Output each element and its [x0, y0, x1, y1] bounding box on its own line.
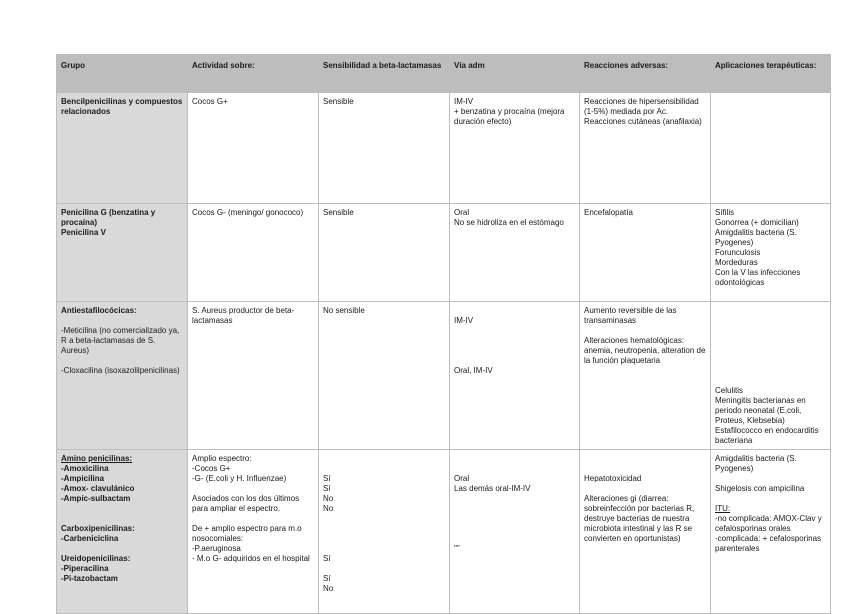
cell-line: Las demás oral-IM-IV	[454, 484, 531, 493]
cell-line: Oral	[454, 474, 470, 483]
cell-line: Sí	[323, 474, 331, 483]
cell-line	[61, 316, 183, 326]
cell-actividad	[188, 302, 319, 450]
cell-line: Sensible	[323, 97, 354, 106]
cell-line	[454, 454, 575, 464]
cell-line: Encefalopatía	[584, 208, 633, 217]
cell-line: Hepatotoxicidad	[584, 474, 642, 483]
cell-line: Amino penicilinas:	[61, 454, 133, 463]
cell-line: Sí	[323, 554, 331, 563]
cell-aplicaciones	[711, 204, 831, 302]
table-row	[57, 302, 831, 450]
cell-line: Antiestafilocócicas:	[61, 306, 137, 315]
table-row	[57, 450, 831, 614]
cell-line	[192, 484, 314, 494]
cell-actividad	[188, 450, 319, 614]
cell-line: -P.aeruginosa	[192, 544, 241, 553]
cell-line: Meningitis bacterianas en periodo neonatal (E.coli, Proteus, Klebsebia)	[715, 396, 806, 425]
cell-line	[454, 464, 575, 474]
cell-line: Cocos G- (meningo/ gonococo)	[192, 208, 304, 217]
cell-grupo	[57, 93, 188, 204]
header-actividad: Actividad sobre:	[188, 55, 319, 93]
header-sensibilidad: Sensibilidad a beta-lactamasas	[319, 55, 450, 93]
cell-line	[715, 316, 826, 326]
cell-line	[715, 366, 826, 376]
cell-line	[61, 356, 183, 366]
cell-line	[454, 504, 575, 514]
cell-line: Sífilis	[715, 208, 735, 217]
cell-line: Cocos G+	[192, 97, 228, 106]
cell-line	[454, 524, 575, 534]
cell-line: Sensible	[323, 208, 354, 217]
cell-via	[450, 302, 580, 450]
cell-line	[715, 356, 826, 366]
antibiotics-table	[56, 54, 831, 614]
cell-line	[192, 514, 314, 524]
header-reacciones: Reacciones adversas:	[580, 55, 711, 93]
cell-line	[323, 534, 445, 544]
cell-line: IM-IV	[454, 316, 474, 325]
cell-line: Amplio espectro:	[192, 454, 252, 463]
cell-line: -no complicada: AMOX-Clav y cefalosporinas orales	[715, 514, 822, 533]
header-aplicaciones: Aplicaciones terapéuticas:	[711, 55, 831, 93]
cell-line	[454, 336, 575, 346]
cell-actividad	[188, 204, 319, 302]
cell-line: -Cloxacilina (isoxazolilpenicilinas)	[61, 366, 180, 375]
cell-line	[454, 494, 575, 504]
cell-line: IM-IV	[454, 97, 474, 106]
cell-line: Amigdalitis bacteria (S. Pyogenes)	[715, 454, 797, 473]
cell-line	[323, 564, 445, 574]
cell-line	[323, 454, 445, 464]
cell-line: Gonorrea (+ domicilian)	[715, 218, 799, 227]
cell-line: Celulitis	[715, 386, 744, 395]
cell-grupo	[57, 302, 188, 450]
cell-line: ""	[454, 544, 460, 553]
cell-line	[323, 464, 445, 474]
cell-line: Asociados con los dos últimos para ampliar el espectro.	[192, 494, 300, 513]
cell-line	[61, 504, 183, 514]
cell-line: Reacciones cutáneas (anafilaxia)	[584, 117, 702, 126]
cell-line	[323, 524, 445, 534]
cell-line	[715, 376, 826, 386]
cell-line: Oral	[454, 208, 470, 217]
cell-line: -complicada: + cefalosporinas parenterales	[715, 534, 822, 553]
cell-line	[61, 544, 183, 554]
cell-sensibilidad	[319, 93, 450, 204]
cell-line: -Cocos G+	[192, 464, 231, 473]
table-row	[57, 93, 831, 204]
cell-line	[61, 514, 183, 524]
cell-line	[323, 514, 445, 524]
cell-line: -Ampic-sulbactam	[61, 494, 131, 503]
cell-line: -Pi-tazobactam	[61, 574, 118, 583]
cell-line: No sensible	[323, 306, 365, 315]
cell-via	[450, 450, 580, 614]
cell-reacciones	[580, 93, 711, 204]
cell-sensibilidad	[319, 302, 450, 450]
cell-line	[454, 514, 575, 524]
cell-line: Forunculosis	[715, 248, 761, 257]
cell-via	[450, 93, 580, 204]
cell-aplicaciones	[711, 302, 831, 450]
cell-line: S. Aureus productor de beta-lactamasas	[192, 306, 295, 325]
cell-line: Penicilina G (benzatina y procaína)	[61, 208, 156, 227]
cell-line	[584, 326, 706, 336]
cell-line	[715, 306, 826, 316]
cell-line: No	[323, 494, 334, 503]
cell-line: Aumento reversible de las transaminasas	[584, 306, 677, 325]
cell-line	[584, 464, 706, 474]
cell-line: Bencilpenicilinas y compuestos relacionados	[61, 97, 183, 116]
cell-line: No	[323, 504, 334, 513]
cell-line: De + amplio espectro para m.o nosocomiales:	[192, 524, 302, 543]
cell-grupo	[57, 204, 188, 302]
cell-actividad	[188, 93, 319, 204]
header-via: Vía adm	[450, 55, 580, 93]
cell-line	[454, 326, 575, 336]
cell-line: Sí	[323, 484, 331, 493]
cell-line	[584, 484, 706, 494]
cell-line: + benzatina y procaína (mejora duración efecto)	[454, 107, 565, 126]
cell-line	[454, 346, 575, 356]
cell-line	[584, 454, 706, 464]
cell-line: -Carbeniciclina	[61, 534, 119, 543]
cell-line: Mordeduras	[715, 258, 758, 267]
cell-line: No	[323, 584, 334, 593]
cell-line	[715, 494, 826, 504]
header-grupo: Grupo	[57, 55, 188, 93]
cell-line: ITU:	[715, 504, 731, 513]
cell-sensibilidad	[319, 204, 450, 302]
cell-aplicaciones	[711, 450, 831, 614]
cell-line: Shigelosis con ampicilina	[715, 484, 805, 493]
cell-line: Penicilina V	[61, 228, 106, 237]
cell-line	[323, 544, 445, 554]
cell-line: Alteraciones hematológicas: anemia, neutropenia, alteration de la función plaquetaria	[584, 336, 706, 365]
cell-reacciones	[580, 302, 711, 450]
cell-grupo	[57, 450, 188, 614]
cell-line: -Ampicilina	[61, 474, 105, 483]
cell-line: Reacciones de hipersensibilidad (1-5%) mediada por Ac.	[584, 97, 699, 116]
cell-reacciones	[580, 450, 711, 614]
cell-line: Carboxipenicilinas:	[61, 524, 135, 533]
cell-line: Oral, IM-IV	[454, 366, 493, 375]
cell-line: -Amoxicilina	[61, 464, 109, 473]
cell-line	[715, 336, 826, 346]
cell-via	[450, 204, 580, 302]
cell-line	[454, 534, 575, 544]
cell-line	[715, 346, 826, 356]
table-row	[57, 204, 831, 302]
cell-line: No se hidroliza en el estómago	[454, 218, 564, 227]
cell-line	[454, 356, 575, 366]
cell-line: -G- (E.coli y H. Influenzae)	[192, 474, 287, 483]
cell-line: Alteraciones gi (diarrea: sobreinfección por bacterias R, destruye bacterias de nuestra microbiota intestinal y las R se convierten en oportunistas)	[584, 494, 695, 543]
cell-line: Sí	[323, 574, 331, 583]
cell-line	[715, 474, 826, 484]
cell-line: Amigdalitis bacteria (S. Pyogenes)	[715, 228, 797, 247]
cell-aplicaciones	[711, 93, 831, 204]
cell-line	[454, 306, 575, 316]
cell-line: Con la V las infecciones odontológicas	[715, 268, 801, 287]
cell-line: -Meticilina (no comercializado ya, R a beta-lactamasas de S. Aureus)	[61, 326, 180, 355]
cell-line: - M.o G- adquiridos en el hospital	[192, 554, 310, 563]
cell-line: -Piperacilina	[61, 564, 109, 573]
cell-reacciones	[580, 204, 711, 302]
cell-line: Estafilococco en endocarditis bacteriana	[715, 426, 819, 445]
cell-line	[715, 326, 826, 336]
cell-sensibilidad	[319, 450, 450, 614]
cell-line: Ureidopenicilinas:	[61, 554, 131, 563]
header-row	[57, 55, 831, 93]
cell-line: -Amox- clavulánico	[61, 484, 135, 493]
